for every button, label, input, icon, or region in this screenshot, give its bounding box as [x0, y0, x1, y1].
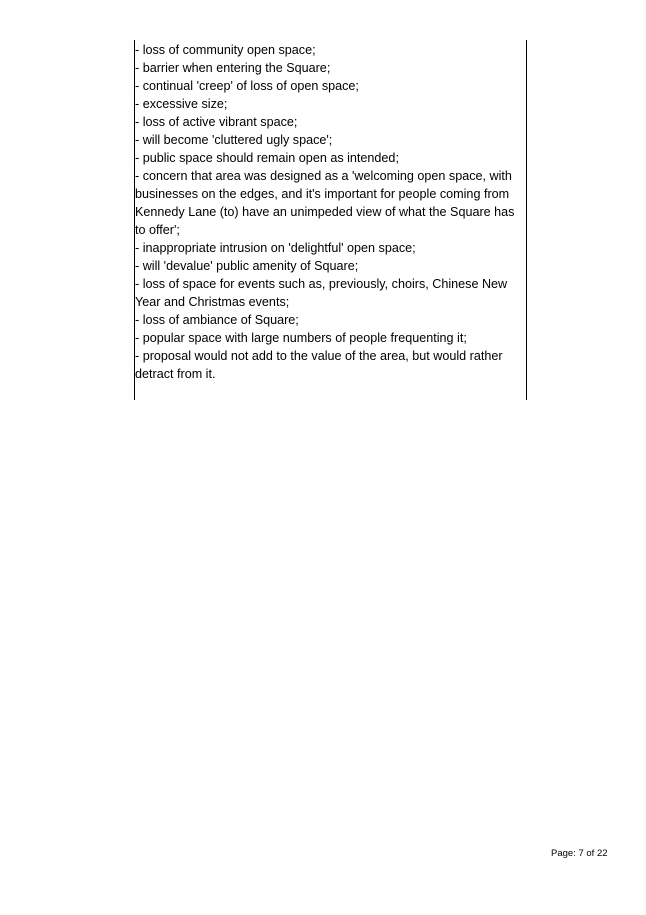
text-line: businesses on the edges, and it's important for people coming from	[135, 187, 510, 201]
text-line: - public space should remain open as intended;	[135, 151, 399, 165]
text-line: - loss of ambiance of Square;	[135, 313, 299, 327]
text-line: Year and Christmas events;	[135, 295, 290, 309]
page-number: Page: 7 of 22	[551, 848, 608, 859]
text-line: - barrier when entering the Square;	[135, 61, 331, 75]
objections-text-block	[134, 40, 527, 400]
text-line: - will 'devalue' public amenity of Square;	[135, 259, 359, 273]
text-line: Kennedy Lane (to) have an unimpeded view of what the Square has	[135, 205, 515, 219]
text-line: - loss of community open space;	[135, 43, 316, 57]
text-line: - will become 'cluttered ugly space';	[135, 133, 333, 147]
text-line: detract from it.	[135, 367, 216, 381]
text-line: - concern that area was designed as a 'welcoming open space, with	[135, 169, 512, 183]
text-line: - loss of space for events such as, previously, choirs, Chinese New	[135, 277, 508, 291]
text-line: - continual 'creep' of loss of open space;	[135, 79, 359, 93]
text-line: - loss of active vibrant space;	[135, 115, 298, 129]
text-line: to offer';	[135, 223, 180, 237]
text-line: - proposal would not add to the value of the area, but would rather	[135, 349, 503, 363]
text-line: - excessive size;	[135, 97, 228, 111]
text-line: - popular space with large numbers of people frequenting it;	[135, 331, 467, 345]
text-line: - inappropriate intrusion on 'delightful' open space;	[135, 241, 416, 255]
